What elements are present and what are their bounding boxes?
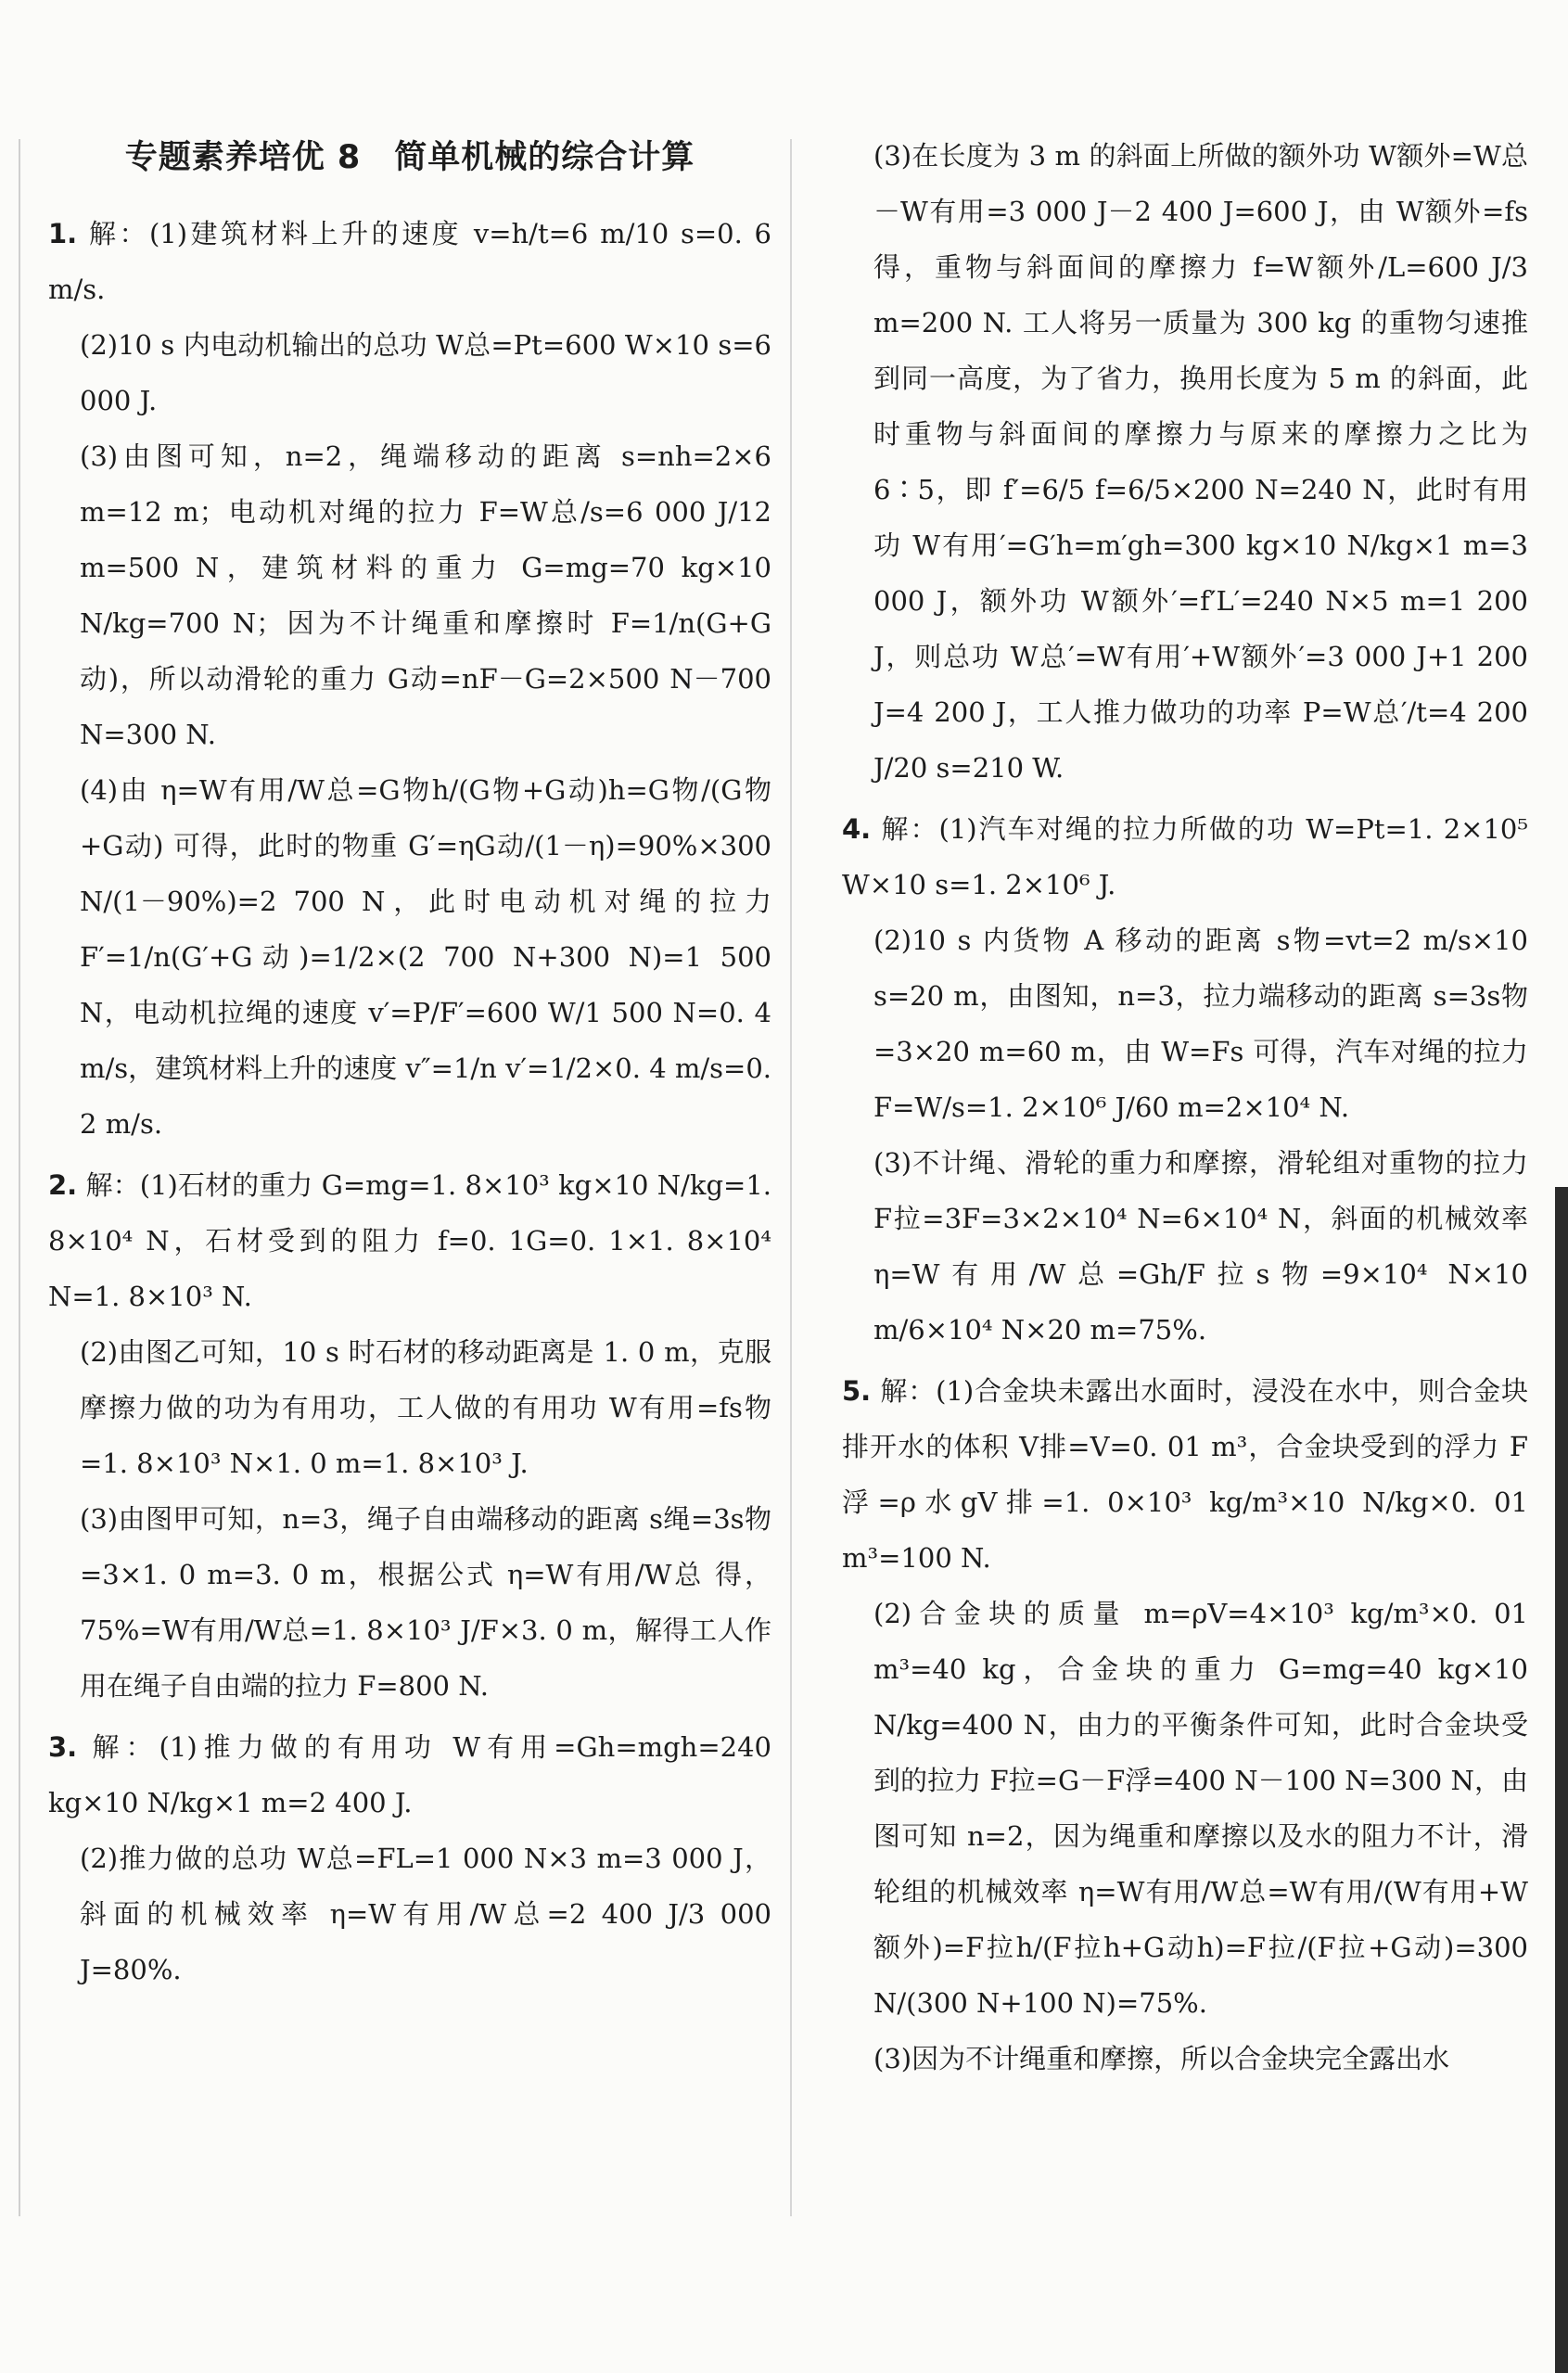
answer-3-part-1: 3. 解：(1)推力做的有用功 W有用=Gh=mgh=240 kg×10 N/kg×1 m=2 400 J. [48,1731,772,1818]
answer-2-part-2: (2)由图乙可知，10 s 时石材的移动距离是 1. 0 m，克服摩擦力做的功为有用功，工人做的有用功 W有用=fs物=1. 8×10³ N×1. 0 m=1. 8×10³ J. [80,1336,771,1479]
answer-4-part-3: (3)不计绳、滑轮的重力和摩擦，滑轮组对重物的拉力 F拉=3F=3×2×10⁴ N=6×10⁴ N，斜面的机械效率 η=W有用/W总=Gh/F拉s物=9×10⁴ N×10 m/6×10⁴ N×20 m=75%. [873,1147,1528,1346]
answer-2-part-1: 2. 解：(1)石材的重力 G=mg=1. 8×10³ kg×10 N/kg=1. 8×10⁴ N，石材受到的阻力 f=0. 1G=0. 1×1. 8×10⁴ N=1. 8×10³ N. [48,1169,772,1312]
right-column [842,128,1528,2086]
answer-3-part-2: (2)推力做的总功 W总=FL=1 000 N×3 m=3 000 J，斜面的机械效率 η=W有用/W总=2 400 J/3 000 J=80%. [80,1843,771,1985]
answer-2-part-3: (3)由图甲可知，n=3，绳子自由端移动的距离 s绳=3s物=3×1. 0 m=3. 0 m，根据公式 η=W有用/W总 得，75%=W有用/W总=1. 8×10³ J/F×3. 0 m，解得工人作用在绳子自由端的拉力 F=800 N. [80,1503,771,1702]
answer-1-number: 1. [48,218,78,249]
answer-3-number: 3. [48,1731,78,1763]
answer-2 [48,1157,771,1714]
answer-5-number: 5. [842,1375,872,1407]
answer-5-part-2: (2)合金块的质量 m=ρV=4×10³ kg/m³×0. 01 m³=40 kg，合金块的重力 G=mg=40 kg×10 N/kg=400 N，由力的平衡条件可知，此时合金块受到的拉力 F拉=G－F浮=400 N－100 N=300 N，由图可知 n=2，因为绳重和摩擦以及水的阻力不计，滑轮组的机械效率 η=W有用/W总=W有用/(W有用+W额外)=F拉h/(F拉h+G动h)=F拉/(F拉+G动)=300 N/(300 N+100 N)=75%. [873,1598,1528,2019]
answer-1-part-4: (4)由 η=W有用/W总=G物h/(G物+G动)h=G物/(G物+G动) 可得，此时的物重 G′=ηG动/(1－η)=90%×300 N/(1－90%)=2 700 N，此时电动机对绳的拉力 F′=1/n(G′+G动)=1/2×(2 700 N+300 N)=1 500 N，电动机拉绳的速度 v′=P/F′=600 W/1 500 N=0. 4 m/s，建筑材料上升的速度 v″=1/n v′=1/2×0. 4 m/s=0. 2 m/s. [80,774,771,1140]
column-divider [790,139,792,2216]
answer-3-part-3: (3)在长度为 3 m 的斜面上所做的额外功 W额外=W总－W有用=3 000 J－2 400 J=600 J，由 W额外=fs 得，重物与斜面间的摩擦力 f=W额外/L=600 J/3 m=200 N. 工人将另一质量为 300 kg 的重物匀速推到同一高度，为了省力，换用长度为 5 m 的斜面，此时重物与斜面间的摩擦力与原来的摩擦力之比为 6∶5，即 f′=6/5 f=6/5×200 N=240 N，此时有用功 W有用′=G′h=m′gh=300 kg×10 N/kg×1 m=3 000 J，额外功 W额外′=f′L′=240 N×5 m=1 200 J，则总功 W总′=W有用′+W额外′=3 000 J+1 200 J=4 200 J，工人推力做功的功率 P=W总′/t=4 200 J/20 s=210 W. [873,140,1528,784]
answer-4 [842,801,1528,1358]
answer-1-part-2: (2)10 s 内电动机输出的总功 W总=Pt=600 W×10 s=6 000 J. [80,329,771,416]
answer-4-part-1: 4. 解：(1)汽车对绳的拉力所做的功 W=Pt=1. 2×10⁵ W×10 s=1. 2×10⁶ J. [842,813,1528,900]
answer-2-number: 2. [48,1169,78,1201]
answer-3 [48,1719,771,1997]
left-column [48,121,771,1997]
answer-1 [48,206,771,1152]
left-margin-rule [19,139,20,2216]
answer-5 [842,1363,1528,2086]
answer-5-part-3: (3)因为不计绳重和摩擦，所以合金块完全露出水 [873,2043,1450,2074]
answer-1-part-3: (3)由图可知，n=2，绳端移动的距离 s=nh=2×6 m=12 m；电动机对绳的拉力 F=W总/s=6 000 J/12 m=500 N，建筑材料的重力 G=mg=70 kg×10 N/kg=700 N；因为不计绳重和摩擦时 F=1/n(G+G动)，所以动滑轮的重力 G动=nF－G=2×500 N－700 N=300 N. [80,440,771,750]
page-title: 专题素养培优 8 简单机械的综合计算 [124,139,695,176]
answer-4-number: 4. [842,813,872,845]
answer-1-part-1: 1. 解：(1)建筑材料上升的速度 v=h/t=6 m/10 s=0. 6 m/s. [48,218,771,305]
answer-5-part-1: 5. 解：(1)合金块未露出水面时，浸没在水中，则合金块排开水的体积 V排=V=0. 01 m³，合金块受到的浮力 F浮=ρ水gV排=1. 0×10³ kg/m³×10 N/kg×0. 01 m³=100 N. [842,1375,1528,1574]
page-edge-shadow [1555,1187,1568,2373]
answer-4-part-2: (2)10 s 内货物 A 移动的距离 s物=vt=2 m/s×10 s=20 m，由图知，n=3，拉力端移动的距离 s=3s物=3×20 m=60 m，由 W=Fs 可得，汽车对绳的拉力 F=W/s=1. 2×10⁶ J/60 m=2×10⁴ N. [873,925,1528,1123]
